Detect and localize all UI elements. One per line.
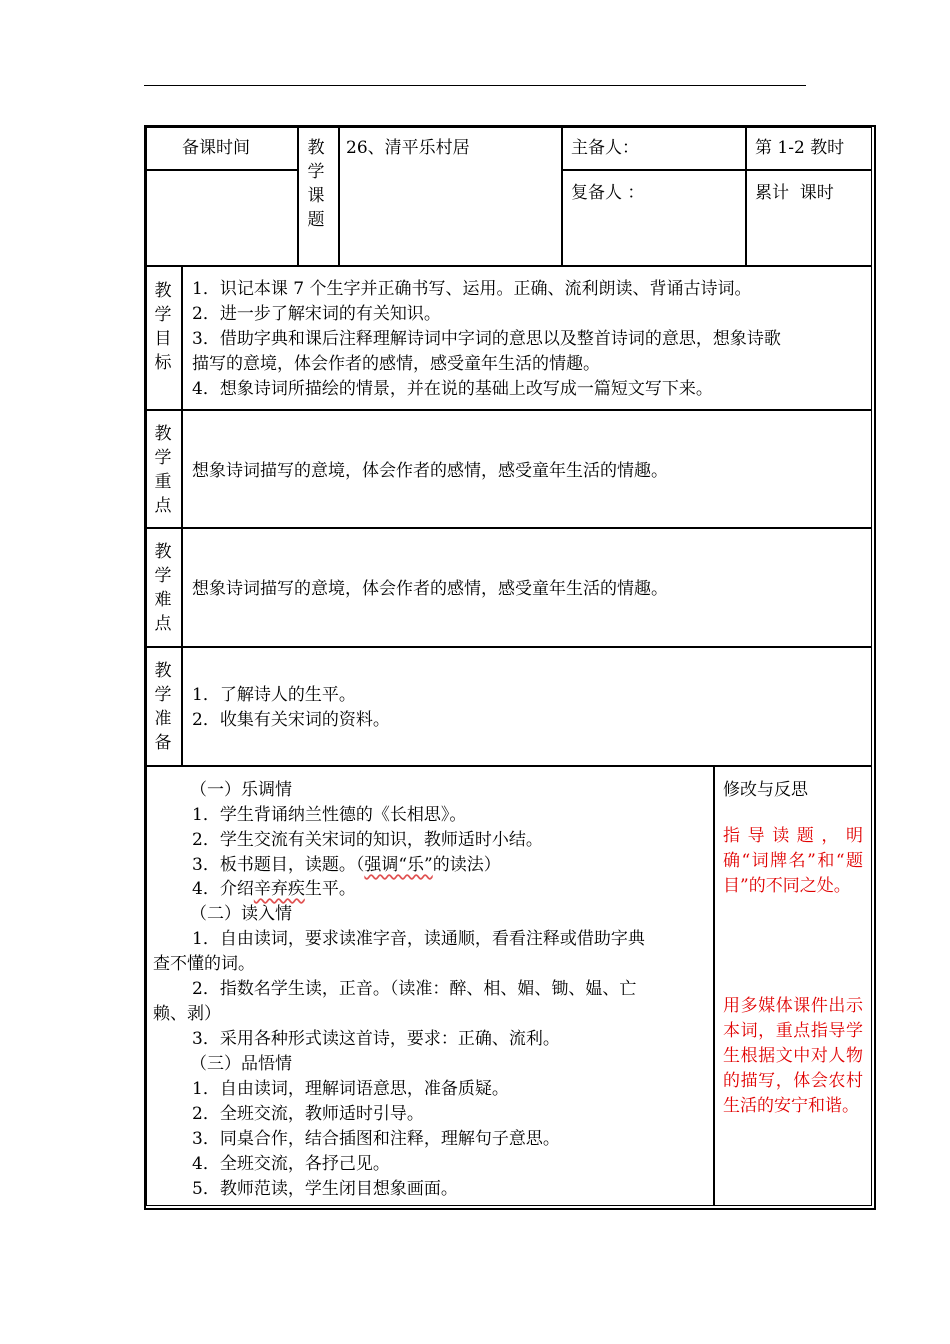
- process-line: 赖、剥）: [153, 1004, 221, 1024]
- objective-item: 3．借助字典和课后注释理解诗词中字词的意思以及整首诗词的意思，想象诗歌: [192, 329, 781, 349]
- process-line: 2．学生交流有关宋词的知识，教师适时小结。: [192, 830, 543, 850]
- process-line: 2．指数名学生读，正音。（读准：醉、相、媚、锄、媪、亡: [192, 979, 637, 999]
- lesson-title: 26、清平乐村居: [346, 138, 470, 158]
- objective-item: 描写的意境，体会作者的感情，感受童年生活的情趣。: [192, 354, 600, 374]
- process-line: 3．采用各种形式读这首诗，要求：正确、流利。: [192, 1029, 560, 1049]
- difficulties-label: 教学难点: [154, 542, 172, 634]
- reflection-note: 指导读题，明确“词牌名”和“题目”的不同之处。: [723, 826, 863, 896]
- objective-item: 2．进一步了解宋词的有关知识。: [192, 304, 441, 324]
- preparation-label: 教学准备: [154, 661, 172, 753]
- main-preparer-label: 主备人：: [571, 138, 639, 158]
- period-label: 第 1-2 教时: [755, 138, 845, 158]
- prep-time-label: 备课时间: [182, 138, 250, 158]
- process-line: 3．同桌合作，结合插图和注释，理解句子意思。: [192, 1129, 560, 1149]
- process-line: 3．板书题目，读题。（强调“乐”的读法）: [192, 855, 501, 875]
- preparation-item: 2．收集有关宋词的资料。: [192, 710, 390, 730]
- process-section-heading: （一）乐调情: [190, 780, 292, 800]
- preparation-item: 1．了解诗人的生平。: [192, 685, 356, 705]
- cumulative-label: 累计 课时: [755, 183, 834, 203]
- key-points-text: 想象诗词描写的意境，体会作者的感情，感受童年生活的情趣。: [192, 461, 668, 481]
- difficulties-text: 想象诗词描写的意境，体会作者的感情，感受童年生活的情趣。: [192, 579, 668, 599]
- process-line: 5．教师范读，学生闭目想象画面。: [192, 1179, 458, 1199]
- co-preparer-label: 复备人 ：: [571, 183, 645, 203]
- process-line: 4．全班交流，各抒己见。: [192, 1154, 390, 1174]
- reflection-label: 修改与反思: [723, 780, 808, 800]
- key-points-label: 教学重点: [154, 424, 172, 516]
- reflection-note: 用多媒体课件出示本词，重点指导学生根据文中对人物的描写，体会农村生活的安宁和谐。: [723, 996, 863, 1116]
- objective-item: 4．想象诗词所描绘的情景，并在说的基础上改写成一篇短文写下来。: [192, 379, 713, 399]
- process-line: 1．自由读词，理解词语意思，准备质疑。: [192, 1079, 509, 1099]
- process-line: 2．全班交流，教师适时引导。: [192, 1104, 424, 1124]
- lesson-label: 教学课题: [307, 138, 325, 230]
- process-line: 4．介绍辛弃疾生平。: [192, 879, 356, 899]
- process-line: 1．学生背诵纳兰性德的《长相思》。: [192, 805, 467, 825]
- prep-time-value-cell: [146, 170, 298, 266]
- process-line: 查不懂的词。: [153, 954, 255, 974]
- header-rule: [144, 85, 806, 86]
- objectives-label: 教学目标: [154, 281, 172, 373]
- process-section-heading: （二）读入情: [190, 904, 292, 924]
- process-line: 1．自由读词，要求读准字音，读通顺，看看注释或借助字典: [192, 929, 645, 949]
- objective-item: 1．识记本课 7 个生字并正确书写、运用。正确、流利朗读、背诵古诗词。: [192, 279, 752, 299]
- process-section-heading: （三）品悟情: [190, 1054, 292, 1074]
